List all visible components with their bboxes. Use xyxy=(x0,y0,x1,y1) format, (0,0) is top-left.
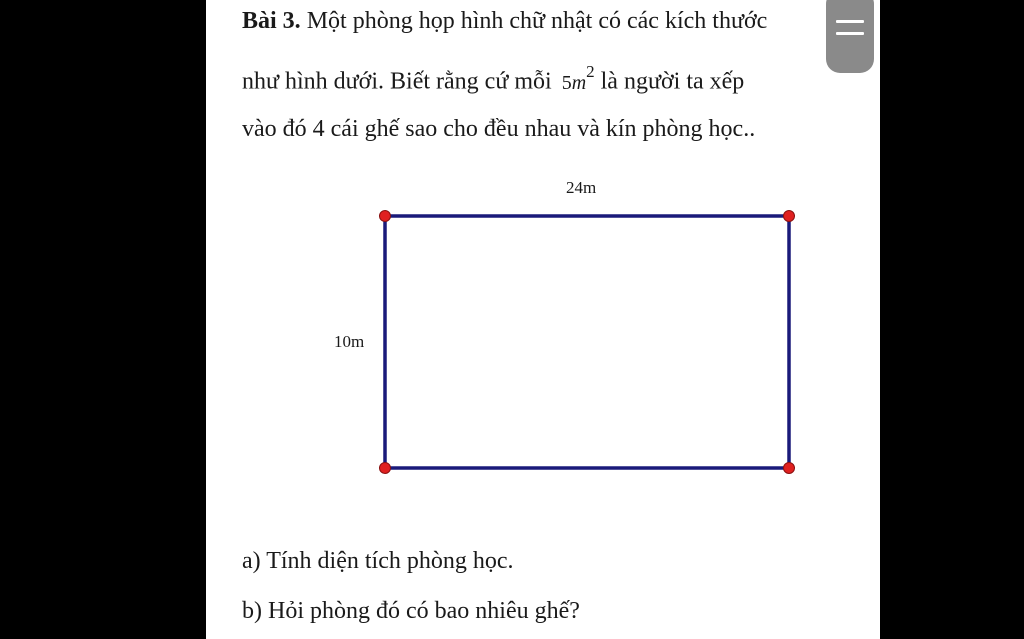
problem-line-2-text: như hình dưới. Biết rằng cứ mỗi xyxy=(242,68,552,95)
problem-line-1-text: Một phòng họp hình chữ nhật có các kích thước xyxy=(300,8,768,34)
vertex-top-right xyxy=(784,211,795,222)
vertex-top-left xyxy=(380,211,391,222)
area-unit-variable: m xyxy=(571,71,587,94)
room-diagram xyxy=(206,0,880,639)
question-b: b) Hỏi phòng đó có bao nhiêu ghế? xyxy=(242,598,580,624)
vertex-bottom-right xyxy=(784,463,795,474)
document-page xyxy=(206,0,880,639)
length-label: 24m xyxy=(566,178,597,197)
area-unit-exponent: 2 xyxy=(586,62,595,81)
menu-bar-bottom xyxy=(836,32,864,35)
menu-bar-top xyxy=(836,20,864,23)
question-a: a) Tính diện tích phòng học. xyxy=(242,548,514,574)
vertex-bottom-left xyxy=(380,463,391,474)
room-rectangle xyxy=(385,216,789,468)
problem-line-2-end: là người ta xếp xyxy=(600,68,745,95)
area-unit-number: 5 xyxy=(561,71,572,94)
problem-line-3: vào đó 4 cái ghế sao cho đều nhau và kín phòng học.. xyxy=(242,116,756,142)
problem-heading: Bài 3. xyxy=(242,8,301,34)
width-label: 10m xyxy=(334,332,365,351)
hamburger-icon[interactable] xyxy=(826,0,874,73)
